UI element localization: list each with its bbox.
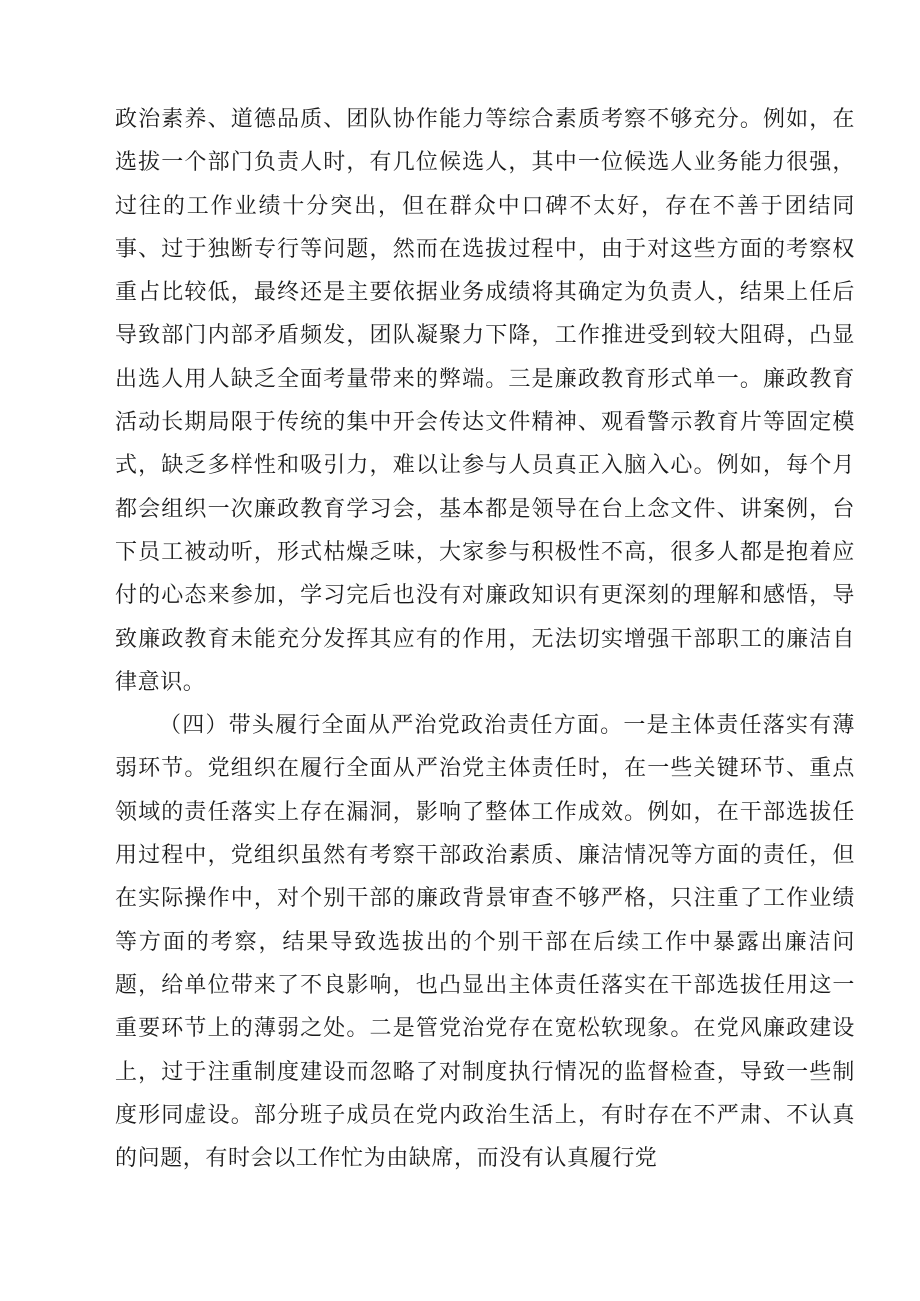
paragraph-2: （四）带头履行全面从严治党政治责任方面。一是主体责任落实有薄弱环节。党组织在履行全面从严治党主体责任时，在一些关键环节、重点领域的责任落实上存在漏洞，影响了整体工作成效。例如，在干部选拔任用过程中，党组织虽然有考察干部政治素质、廉洁情况等方面的责任，但在实际操作中，对个别干部的廉政背景审查不够严格，只注重了工作业绩等方面的考察，结果导致选拔出的个别干部在后续工作中暴露出廉洁问题，给单位带来了不良影响，也凸显出主体责任落实在干部选拔任用这一重要环节上的薄弱之处。二是管党治党存在宽松软现象。在党风廉政建设上，过于注重制度建设而忽略了对制度执行情况的监督检查，导致一些制度形同虚设。部分班子成员在党内政治生活上，有时存在不严肃、不认真的问题，有时会以工作忙为由缺席，而没有认真履行党 xyxy=(115,713,855,1172)
paragraph-1: 政治素养、道德品质、团队协作能力等综合素质考察不够充分。例如，在选拔一个部门负责人时，有几位候选人，其中一位候选人业务能力很强，过往的工作业绩十分突出，但在群众中口碑不太好，存在不善于团结同事、过于独断专行等问题，然而在选拔过程中，由于对这些方面的考察权重占比较低，最终还是主要依据业务成绩将其确定为负责人，结果上任后导致部门内部矛盾频发，团队凝聚力下降，工作推进受到较大阻碍，凸显出选人用人缺乏全面考量带来的弊端。三是廉政教育形式单一。廉政教育活动长期局限于传统的集中开会传达文件精神、观看警示教育片等固定模式，缺乏多样性和吸引力，难以让参与人员真正入脑入心。例如，每个月都会组织一次廉政教育学习会，基本都是领导在台上念文件、讲案例，台下员工被动听，形式枯燥乏味，大家参与积极性不高，很多人都是抱着应付的心态来参加，学习完后也没有对廉政知识有更深刻的理解和感悟，导致廉政教育未能充分发挥其应有的作用，无法切实增强干部职工的廉洁自律意识。 xyxy=(115,107,855,695)
document-body xyxy=(115,98,855,1180)
